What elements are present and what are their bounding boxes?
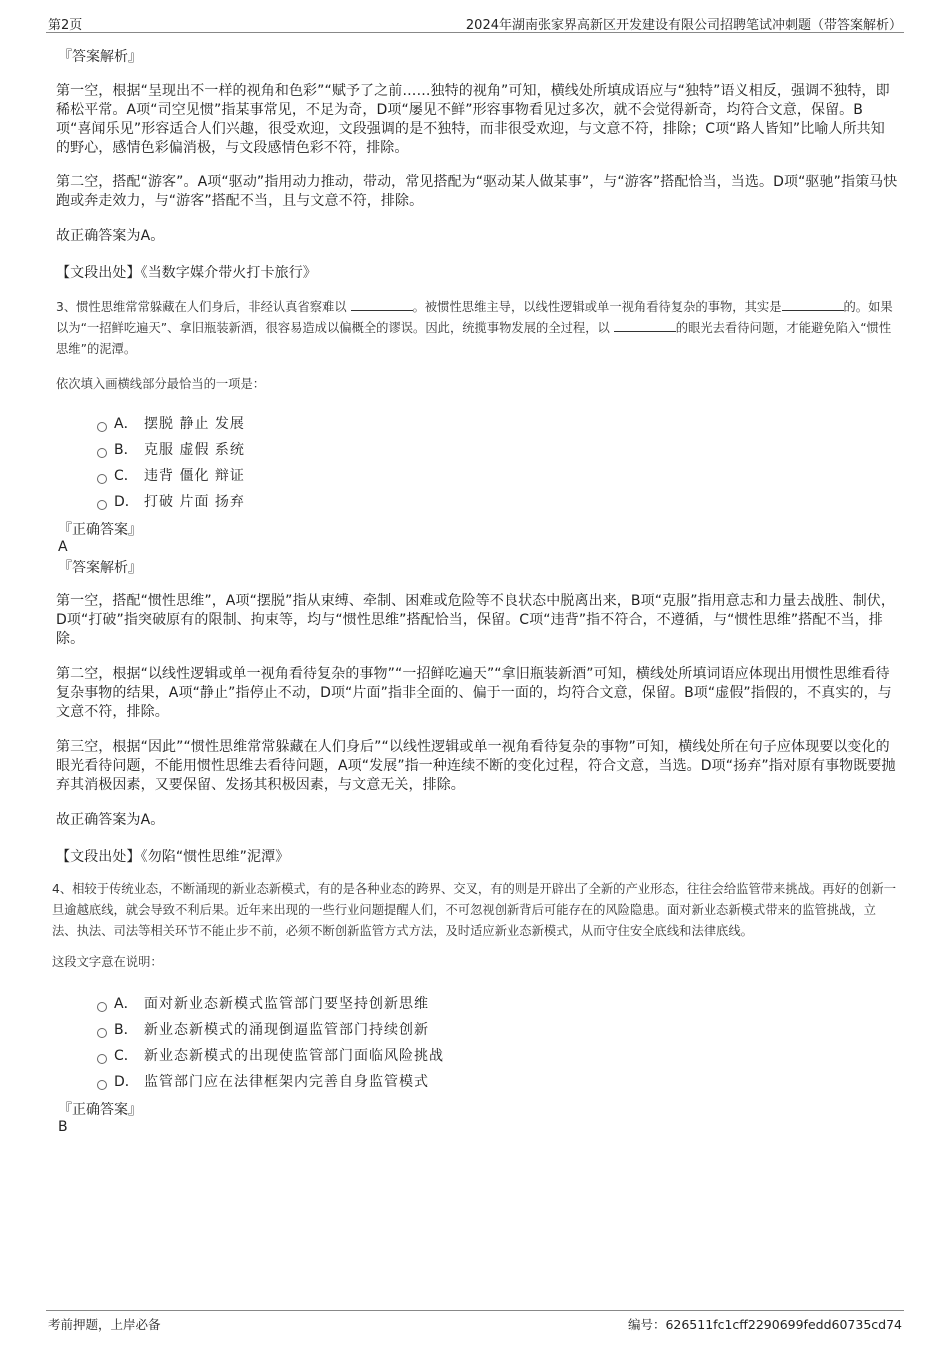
q3-options: [56, 411, 898, 515]
q3-option-c[interactable]: C． 违背 僵化 辩证: [56, 463, 898, 489]
q4-answer-label: 『正确答案』: [58, 1102, 142, 1118]
radio-icon[interactable]: [97, 1002, 107, 1012]
radio-icon[interactable]: [97, 474, 107, 484]
q4-prompt: 这段文字意在说明：: [52, 955, 163, 969]
blank-3: [614, 319, 676, 332]
footer-slogan: 考前押题，上岸必备: [48, 1317, 161, 1332]
q4-option-b[interactable]: B． 新业态新模式的涌现倒逼监管部门持续创新: [56, 1017, 898, 1043]
q3-option-b[interactable]: B． 克服 虚假 系统: [56, 437, 898, 463]
document-id: 编号：626511fc1cff2290699fedd60735cd74: [627, 1317, 902, 1332]
q4-option-d[interactable]: D． 监管部门应在法律框架内完善自身监管模式: [56, 1069, 898, 1095]
q2-source: 【文段出处】《当数字媒介带火打卡旅行》: [56, 265, 317, 281]
document-body: [52, 44, 898, 1135]
page-number: 第2页: [48, 18, 83, 33]
q4-option-c[interactable]: C． 新业态新模式的出现使监管部门面临风险挑战: [56, 1043, 898, 1069]
q2-analysis-p1: 第一空，根据“呈现出不一样的视角和色彩”“赋予了之前……独特的视角”可知，横线处所填成语应与“独特”语义相反，强调不独特，即稀松平常。A项“司空见惯”指某事常见，不足为奇，D项“屡见不鲜”形容事物看见过多次，就不会觉得新奇，均符合文意，保留。B项“喜闻乐见”形容适合人们兴趣，很受欢迎，文段强调的是不独特，而非很受欢迎，与文意不符，排除；C项“路人皆知”比喻人所共知的野心，感情色彩偏消极，与文段感情色彩不符，排除。: [56, 83, 890, 156]
q2-analysis-p2: 第二空，搭配“游客”。A项“驱动”指用动力推动，带动，常见搭配为“驱动某人做某事”，与“游客”搭配恰当，当选。D项“驱驰”指策马快跑或奔走效力，与“游客”搭配不当，且与文意不符，排除。: [56, 174, 898, 209]
q3-prompt: 依次填入画横线部分最恰当的一项是：: [56, 377, 266, 391]
q4-option-a[interactable]: A． 面对新业态新模式监管部门要坚持创新思维: [56, 991, 898, 1017]
q3-analysis-p1: 第一空，搭配“惯性思维”，A项“摆脱”指从束缚、牵制、困难或危险等不良状态中脱离出来，B项“克服”指用意志和力量去战胜、制伏，D项“打破”指突破原有的限制、拘束等，均与“惯性思维”搭配恰当，保留。C项“违背”指不符合，不遵循，与“惯性思维”搭配不当，排除。: [56, 593, 895, 647]
q3-analysis-label: 『答案解析』: [58, 560, 142, 576]
page-footer: [46, 1310, 904, 1331]
q3-answer: A: [58, 539, 68, 555]
radio-icon[interactable]: [97, 1028, 107, 1038]
document-title: 2024年湖南张家界高新区开发建设有限公司招聘笔试冲刺题（带答案解析）: [465, 18, 902, 33]
q4-answer: B: [58, 1119, 68, 1135]
blank-2: [782, 298, 844, 311]
page-header: [46, 10, 904, 33]
blank-1: [351, 298, 413, 311]
q3-analysis-p3: 第三空，根据“因此”“惯性思维常常躲藏在人们身后”“以线性逻辑或单一视角看待复杂的事物”可知，横线处所在句子应体现要以变化的眼光看待问题，不能用惯性思维去看待问题，A项“发展”指一种连续不断的变化过程，符合文意，当选。D项“扬弃”指对原有事物既要抛弃其消极因素，又要保留、发扬其积极因素，与文意无关，排除。: [56, 739, 896, 793]
q3-option-d[interactable]: D． 打破 片面 扬弃: [56, 489, 898, 515]
q2-analysis-label: 『答案解析』: [58, 49, 142, 65]
q3-option-a[interactable]: A． 摆脱 静止 发展: [56, 411, 898, 437]
radio-icon[interactable]: [97, 500, 107, 510]
q3-source: 【文段出处】《勿陷“惯性思维”泥潭》: [56, 849, 290, 865]
radio-icon[interactable]: [97, 1054, 107, 1064]
q4-stem: 4、相较于传统业态，不断涌现的新业态新模式，有的是各种业态的跨界、交叉，有的则是开辟出了全新的产业形态，往往会给监管带来挑战。再好的创新一旦逾越底线，就会导致不利后果。近年来出现的一些行业问题提醒人们，不可忽视创新背后可能存在的风险隐患。面对新业态新模式带来的监管挑战，立法、执法、司法等相关环节不能止步不前，必须不断创新监管方式方法，及时适应新业态新模式，从而守住安全底线和法律底线。: [52, 882, 897, 938]
radio-icon[interactable]: [97, 1080, 107, 1090]
q2-conclusion: 故正确答案为A。: [56, 228, 165, 244]
q3-stem: 3、惯性思维常常躲藏在人们身后，非经认真省察难以 。被惯性思维主导，以线性逻辑或单一视角看待复杂的事物，其实是 的。如果以为“一招鲜吃遍天”、拿旧瓶装新酒，很容易造成以偏概全的谬误。因此，统揽事物发展的全过程，以 的眼光去看待问题，才能避免陷入“惯性思维”的泥潭。: [56, 300, 893, 356]
radio-icon[interactable]: [97, 422, 107, 432]
radio-icon[interactable]: [97, 448, 107, 458]
q3-conclusion: 故正确答案为A。: [56, 812, 165, 828]
q3-analysis-p2: 第二空，根据“以线性逻辑或单一视角看待复杂的事物”“一招鲜吃遍天”“拿旧瓶装新酒”可知，横线处所填词语应体现出用惯性思维看待复杂事物的结果，A项“静止”指停止不动，D项“片面”指非全面的、偏于一面的，均符合文意，保留。B项“虚假”指假的，不真实的，与文意不符，排除。: [56, 666, 892, 720]
q4-options: [56, 991, 898, 1095]
q3-answer-label: 『正确答案』: [58, 522, 142, 538]
